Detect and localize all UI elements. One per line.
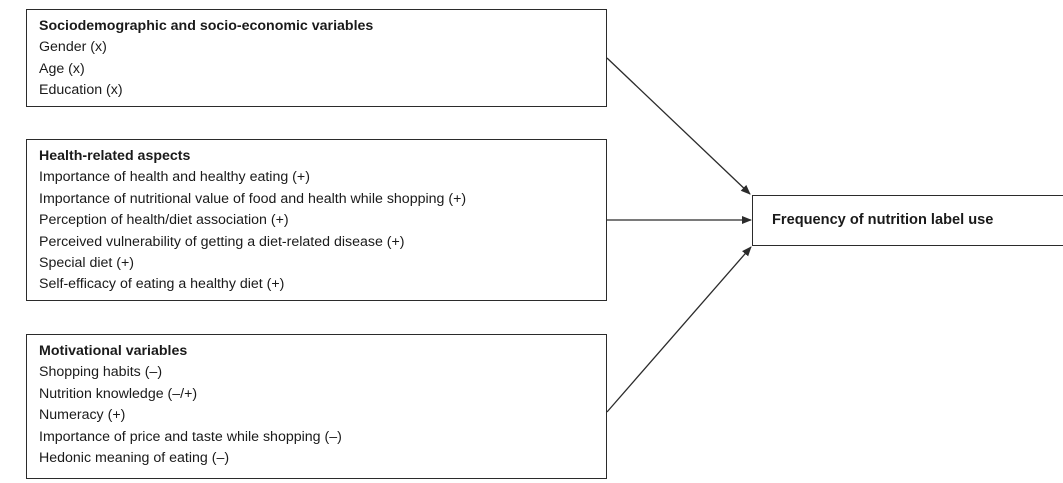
- motivational-box: [26, 334, 607, 479]
- motivational-item: Numeracy (+): [39, 407, 126, 424]
- arrow-socio-to-outcome: [607, 58, 750, 194]
- outcome-title: Frequency of nutrition label use: [772, 211, 994, 228]
- motivational-item: Importance of price and taste while shopping (–): [39, 428, 342, 445]
- health-related-item: Special diet (+): [39, 255, 135, 272]
- arrow-motiv-to-outcome: [607, 247, 751, 412]
- motivational-title: Motivational variables: [39, 343, 188, 359]
- motivational-item: Hedonic meaning of eating (–): [39, 450, 230, 467]
- sociodemographic-item: Age (x): [39, 60, 85, 77]
- health-related-box: [26, 139, 607, 301]
- sociodemographic-box: [26, 9, 607, 107]
- motivational-item: Nutrition knowledge (–/+): [39, 385, 198, 402]
- motivational-item: Shopping habits (–): [39, 364, 163, 381]
- health-related-item: Importance of nutritional value of food and health while shopping (+): [39, 190, 467, 207]
- sociodemographic-title: Sociodemographic and socio-economic variables: [39, 18, 374, 34]
- sociodemographic-item: Education (x): [39, 82, 123, 99]
- health-related-item: Self-efficacy of eating a healthy diet (+): [39, 276, 285, 293]
- health-related-item: Perception of health/diet association (+): [39, 212, 289, 229]
- health-related-item: Importance of health and healthy eating (+): [39, 169, 310, 186]
- health-related-item: Perceived vulnerability of getting a diet-related disease (+): [39, 233, 405, 250]
- sociodemographic-item: Gender (x): [39, 39, 107, 56]
- health-related-title: Health-related aspects: [39, 148, 191, 164]
- outcome-box: [752, 195, 1063, 246]
